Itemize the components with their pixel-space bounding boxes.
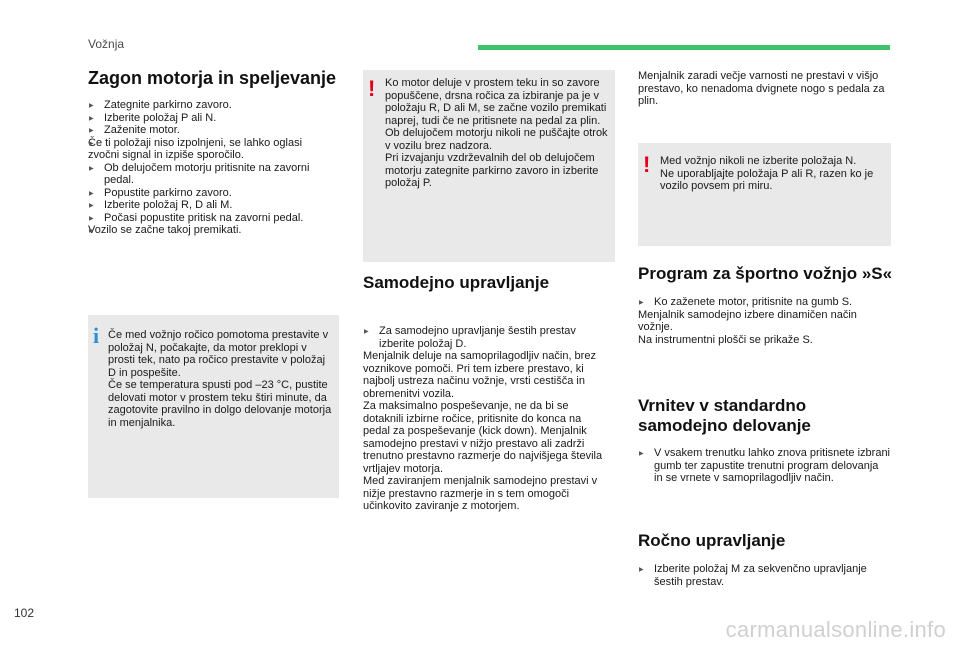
sport-bullet: ▶ Ko zaženete motor, pritisnite na gumb S. xyxy=(638,296,890,309)
automatic-body: Menjalnik deluje na samoprilagodljiv način, brez voznikove pomoči. Pri tem izbere prestavo, ki najbolj ustreza načinu vožnje, vrsti cestišča in obremenitvi vozila. Za maksimalno pospeševanje, ne da bi se dotaknili izbirne ročice, pritisnite do konca na pedal za pospeševanje (kick down). Menjalnik samodejno prestavi v nižjo prestavo ali zadrži trenutno prestavno razmerje do najvišjega števila vrtljajev motorja. Med zaviranjem menjalnik samodejno prestavi v nižje prestavno razmerje in s tem omogoči učinkovito zaviranje z motorjem. xyxy=(363,350,603,512)
title-engine-start: Zagon motorja in speljevanje xyxy=(88,68,337,88)
info-box-text: Če med vožnjo ročico pomotoma prestavite v položaj N, počakajte, da motor preklopi v prosti tek, nato pa ročico prestavite v položaj D in pospešite. Če se temperatura spusti pod –23 °C, pustite delovati motor v prostem teku štiri minute, da zagotovite pravilno in dolgo delovanje motorja in menjalnika. xyxy=(108,329,332,429)
automatic-section-text xyxy=(363,325,611,513)
step-2: ▶ Izberite položaj P ali N. xyxy=(88,112,336,125)
title-return-line-2: samodejno delovanje xyxy=(638,416,811,435)
sport-section-text xyxy=(638,296,890,346)
page-number: 102 xyxy=(14,606,35,620)
title-manual: Ročno upravljanje xyxy=(638,531,786,550)
warning-icon: ! xyxy=(368,76,376,101)
manual-section-text xyxy=(638,563,890,588)
info-icon: i xyxy=(93,323,100,348)
step-note: ▶ Če ti položaji niso izpolnjeni, se lahko oglasi zvočni signal in izpiše sporočilo. xyxy=(88,137,336,162)
warning-box-text: Ko motor deluje v prostem teku in so zavore popuščene, drsna ročica za izbiranje pa je v položaju R, D ali M, se začne vozilo premikati naprej, tudi če ne pritisnete na pedal za plin. Ob delujočem motorju nikoli ne puščajte otrok v vozilu brez nadzora. Pri izvajanju vzdrževalnih del ob delujočem motorju zategnite parkirno zavoro in izberite položaj P. xyxy=(385,77,608,189)
start-steps-list xyxy=(88,99,336,237)
automatic-bullet: ▶ Za samodejno upravljanje šestih prestav izberite položaj D. xyxy=(363,325,611,350)
step-1: ▶ Zategnite parkirno zavoro. xyxy=(88,99,336,112)
title-automatic: Samodejno upravljanje xyxy=(363,273,550,292)
warning-neutral-text: Med vožnjo nikoli ne izberite položaja N. Ne uporabljajte položaja P ali R, razen ko je vozilo povsem pri miru. xyxy=(660,155,874,192)
manual-bullet: ▶ Izberite položaj M za sekvenčno upravljanje šestih prestav. xyxy=(638,563,890,588)
warning-box-neutral xyxy=(638,143,891,246)
step-5: ▶ Popustite parkirno zavoro. xyxy=(88,187,336,200)
sport-body: Menjalnik samodejno izbere dinamičen način vožnje. Na instrumentni plošči se prikaže S. xyxy=(638,308,857,346)
step-4: ▶ Ob delujočem motorju pritisnite na zavorni pedal. xyxy=(88,162,336,187)
step-6: ▶ Izberite položaj R, D ali M. xyxy=(88,199,336,212)
watermark: carmanualsonline.info xyxy=(725,617,946,642)
step-result: ▶ Vozilo se začne takoj premikati. xyxy=(88,224,336,237)
step-7: ▶ Počasi popustite pritisk na zavorni pedal. xyxy=(88,212,336,225)
warning-box-creep xyxy=(363,70,615,262)
return-section-text xyxy=(638,447,890,485)
title-sport-mode: Program za športno vožnjo »S« xyxy=(638,264,893,283)
title-return-line-1: Vrnitev v standardno xyxy=(638,396,807,415)
info-box-neutral xyxy=(88,315,339,498)
warning-icon: ! xyxy=(643,152,651,177)
title-return-standard xyxy=(638,396,890,436)
section-accent-bar xyxy=(478,45,890,50)
return-bullet: ▶ V vsakem trenutku lahko znova pritisnete izbrani gumb ter zapustite trenutni program delovanja in se vrnete v samoprilagodljiv način. xyxy=(638,447,890,485)
upshift-intro: Menjalnik zaradi večje varnosti ne prestavi v višjo prestavo, ko nenadoma dvignete nogo s pedala za plin. xyxy=(638,70,885,107)
section-label: Vožnja xyxy=(88,37,125,51)
step-3: ▶ Zaženite motor. xyxy=(88,124,336,137)
